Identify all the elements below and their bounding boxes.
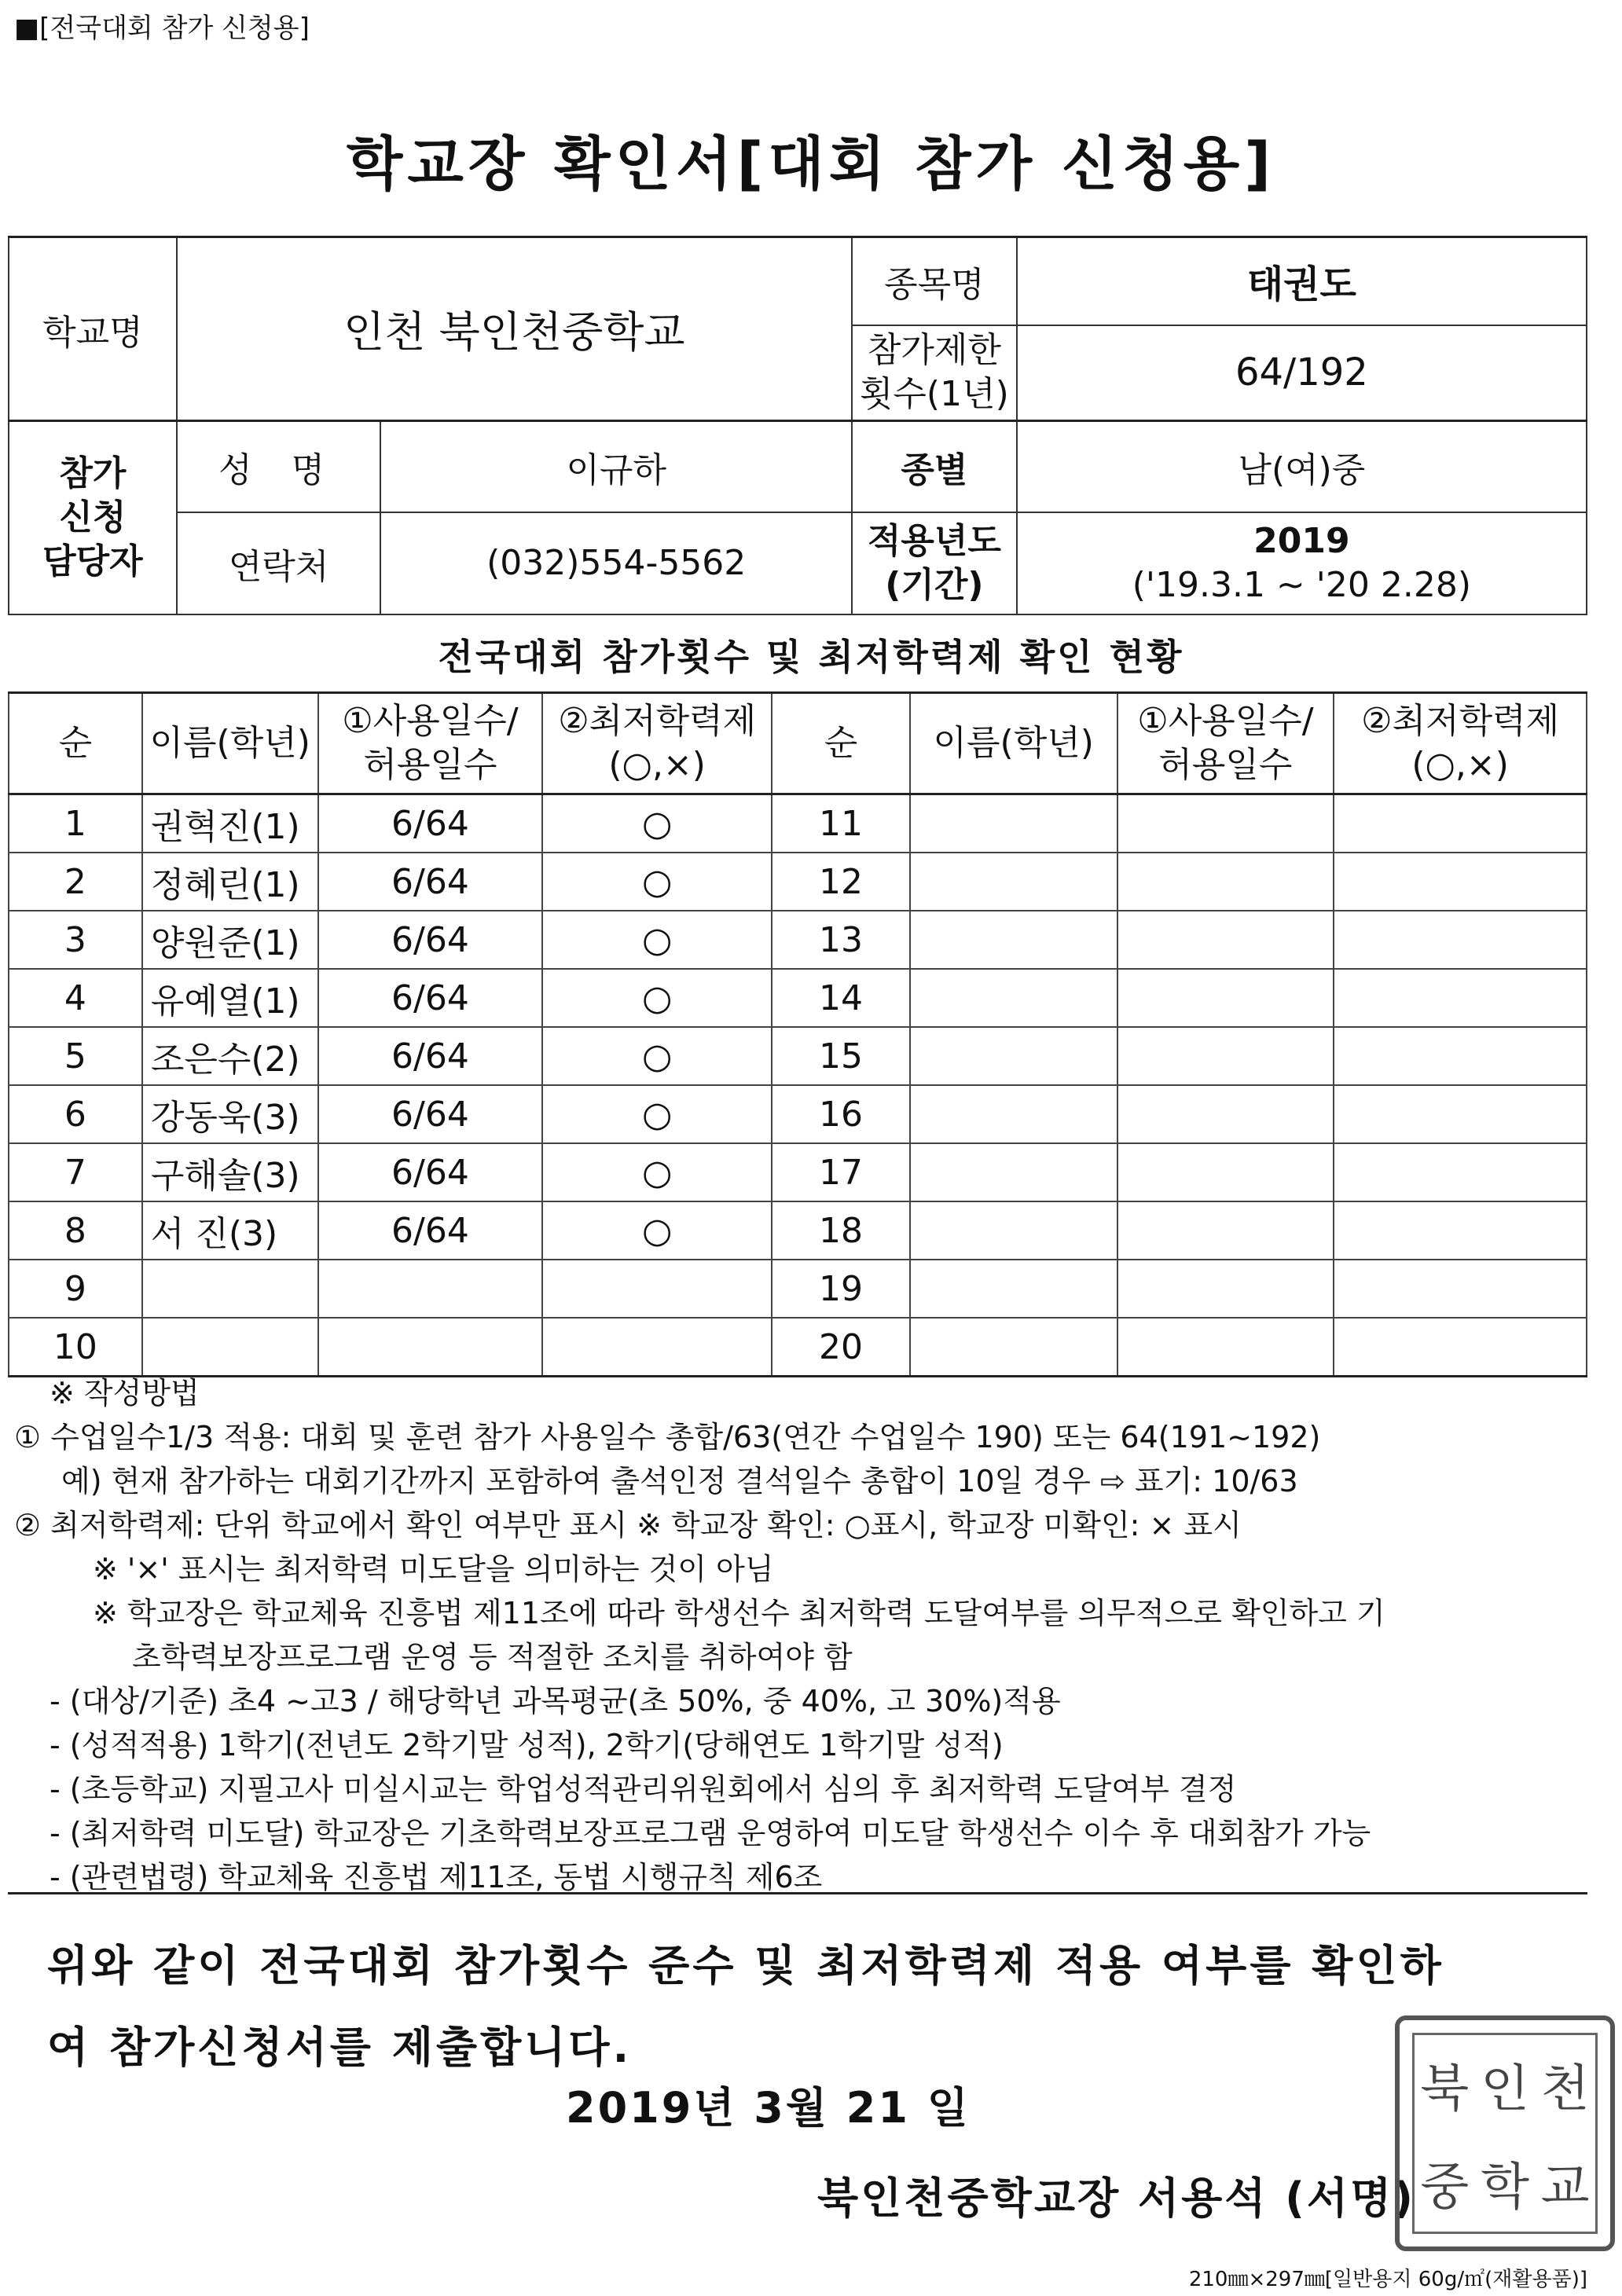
row-name <box>910 1201 1117 1260</box>
note-line: - (관련법령) 학교체육 진흥법 제11조, 동법 시행규칙 제6조 <box>50 1860 823 1894</box>
row-min <box>542 1318 772 1377</box>
form-tag: ■[전국대회 참가 신청용] <box>14 13 310 44</box>
row-no: 7 <box>9 1143 142 1201</box>
row-days <box>1117 1201 1334 1260</box>
seal-character: 중 <box>1420 2158 1470 2217</box>
row-min <box>1334 1201 1587 1260</box>
table-row <box>9 1085 1587 1143</box>
seal-character: 학 <box>1481 2158 1529 2217</box>
principal-signature: 북인천중학교장 서용석 (서명) <box>817 2173 1415 2223</box>
row-no: 12 <box>772 853 910 911</box>
event-value: 태권도 <box>1017 237 1587 325</box>
row-min <box>1334 969 1587 1027</box>
row-no: 2 <box>9 853 142 911</box>
header-days-line2: 허용일수 <box>363 745 497 785</box>
header-days-2-line2: 허용일수 <box>1158 745 1293 785</box>
row-no: 19 <box>772 1260 910 1318</box>
header-min-2-line1: ②최저학력제 <box>1361 701 1560 741</box>
limit-value: 64/192 <box>1017 325 1587 421</box>
header-min <box>542 693 772 794</box>
row-days <box>1117 1085 1334 1143</box>
table-row <box>9 794 1587 853</box>
row-days <box>1117 853 1334 911</box>
row-no: 16 <box>772 1085 910 1143</box>
row-min: ○ <box>542 1143 772 1201</box>
row-no: 10 <box>9 1318 142 1377</box>
gender-value: 남(여)중 <box>1017 421 1587 512</box>
table-row <box>9 1201 1587 1260</box>
header-min-line1: ②최저학력제 <box>558 701 757 741</box>
confirmation-statement <box>47 1925 1580 2089</box>
paper-spec-footer: 210㎜×297㎜[일반용지 60g/㎡(재활용품)] <box>1188 2268 1587 2291</box>
row-days <box>318 1260 543 1318</box>
row-min <box>1334 794 1587 853</box>
instructions <box>14 1371 1609 1899</box>
statement-line-1: 위와 같이 전국대회 참가횟수 준수 및 최저학력제 적용 여부를 확인하 <box>47 1941 1444 1990</box>
table-row <box>9 853 1587 911</box>
row-days: 6/64 <box>318 1027 543 1085</box>
seal-inner <box>1412 2033 1598 2234</box>
seal-character: 북 <box>1420 2059 1470 2118</box>
header-no: 순 <box>9 693 142 794</box>
header-min-line2: (○,×) <box>608 745 706 785</box>
row-name: 유예열(1) <box>142 969 318 1027</box>
row-no: 17 <box>772 1143 910 1201</box>
seal-character: 인 <box>1481 2059 1529 2118</box>
table-row <box>9 911 1587 969</box>
row-days: 6/64 <box>318 1143 543 1201</box>
row-min: ○ <box>542 1201 772 1260</box>
row-min <box>542 1260 772 1318</box>
table-row <box>9 1318 1587 1377</box>
note-line: - (초등학교) 지필고사 미실시교는 학업성적관리위원회에서 심의 후 최저학력 도달여부 결정 <box>50 1772 1237 1806</box>
year-cell <box>1017 512 1587 614</box>
row-min <box>1334 1085 1587 1143</box>
document-title: 학교장 확인서[대회 참가 신청용] <box>346 130 1276 198</box>
row-days <box>1117 1143 1334 1201</box>
row-name: 권혁진(1) <box>142 794 318 853</box>
row-name <box>910 794 1117 853</box>
school-label: 학교명 <box>9 237 177 421</box>
header-days-2-line1: ①사용일수/ <box>1137 701 1314 741</box>
roster-table <box>8 691 1587 1377</box>
row-min <box>1334 1143 1587 1201</box>
row-min: ○ <box>542 911 772 969</box>
row-name: 조은수(2) <box>142 1027 318 1085</box>
header-name: 이름(학년) <box>142 693 318 794</box>
note-line: ※ 학교장은 학교체육 진흥법 제11조에 따라 학생선수 최저학력 도달여부를 의무적으로 확인하고 기 <box>93 1596 1385 1630</box>
row-days <box>1117 794 1334 853</box>
row-no: 14 <box>772 969 910 1027</box>
row-min <box>1334 1027 1587 1085</box>
header-days <box>318 693 543 794</box>
row-days: 6/64 <box>318 853 543 911</box>
limit-label-line1: 참가제한 <box>867 330 1001 371</box>
row-no: 15 <box>772 1027 910 1085</box>
row-no: 6 <box>9 1085 142 1143</box>
row-name <box>910 911 1117 969</box>
note-line: - (최저학력 미도달) 학교장은 기초학력보장프로그램 운영하여 미도달 학생선수 이수 후 대회참가 가능 <box>50 1816 1371 1850</box>
divider <box>8 1892 1587 1894</box>
note-line: - (성적적용) 1학기(전년도 2학기말 성적), 2학기(당해연도 1학기말 성적) <box>50 1728 1004 1762</box>
row-no: 11 <box>772 794 910 853</box>
manager-label <box>9 421 177 614</box>
row-no: 8 <box>9 1201 142 1260</box>
row-days <box>318 1318 543 1377</box>
row-days <box>1117 911 1334 969</box>
table-row <box>9 1260 1587 1318</box>
note-line: 초학력보장프로그램 운영 등 적절한 조치를 취하여야 함 <box>132 1640 853 1674</box>
info-table <box>8 236 1587 615</box>
row-name <box>910 853 1117 911</box>
table-row <box>9 1143 1587 1201</box>
header-days-line1: ①사용일수/ <box>342 701 519 741</box>
note-line: 예) 현재 참가하는 대회기간까지 포함하여 출석인정 결석일수 총합이 10일 경우 ⇨ 표기: 10/63 <box>61 1464 1298 1498</box>
row-name: 강동욱(3) <box>142 1085 318 1143</box>
seal-character: 천 <box>1540 2059 1590 2118</box>
year-label-line1: 적용년도 <box>867 520 1001 561</box>
row-name: 정혜린(1) <box>142 853 318 911</box>
name-label: 성 명 <box>177 421 381 512</box>
header-no-2: 순 <box>772 693 910 794</box>
note-line: ※ '×' 표시는 최저학력 미도달을 의미하는 것이 아님 <box>93 1552 774 1586</box>
header-min-2 <box>1334 693 1587 794</box>
row-days <box>1117 1318 1334 1377</box>
row-days <box>1117 1260 1334 1318</box>
row-no: 5 <box>9 1027 142 1085</box>
row-no: 13 <box>772 911 910 969</box>
row-min <box>1334 1318 1587 1377</box>
row-min <box>1334 853 1587 911</box>
row-min: ○ <box>542 1085 772 1143</box>
note-line: - (대상/기준) 초4 ~고3 / 해당학년 과목평균(초 50%, 중 40%, 고 30%)적용 <box>50 1684 1061 1718</box>
gender-label: 종별 <box>852 421 1017 512</box>
manager-label-line2: 신청 <box>59 497 127 537</box>
row-name <box>910 969 1117 1027</box>
manager-label-line3: 담당자 <box>42 541 143 581</box>
row-name <box>910 1027 1117 1085</box>
row-name <box>910 1085 1117 1143</box>
row-days: 6/64 <box>318 794 543 853</box>
contact-value: (032)554-5562 <box>380 512 851 614</box>
table-row <box>9 1027 1587 1085</box>
row-days: 6/64 <box>318 969 543 1027</box>
limit-label <box>852 325 1017 421</box>
row-days: 6/64 <box>318 1201 543 1260</box>
row-name <box>142 1260 318 1318</box>
row-name <box>910 1318 1117 1377</box>
row-no: 1 <box>9 794 142 853</box>
year-label <box>852 512 1017 614</box>
event-label: 종목명 <box>852 237 1017 325</box>
row-min: ○ <box>542 853 772 911</box>
contact-label: 연락처 <box>177 512 381 614</box>
row-no: 18 <box>772 1201 910 1260</box>
row-name: 서 진(3) <box>142 1201 318 1260</box>
school-seal-stamp <box>1395 2015 1615 2251</box>
year-value: 2019 <box>1253 520 1350 561</box>
header-days-2 <box>1117 693 1334 794</box>
row-no: 9 <box>9 1260 142 1318</box>
school-name: 인천 북인천중학교 <box>177 237 852 421</box>
manager-label-line1: 참가 <box>59 453 127 493</box>
row-days: 6/64 <box>318 1085 543 1143</box>
row-min <box>1334 1260 1587 1318</box>
row-no: 20 <box>772 1318 910 1377</box>
name-value: 이규하 <box>380 421 851 512</box>
signature-date: 2019년 3월 21 일 <box>566 2083 971 2133</box>
row-days: 6/64 <box>318 911 543 969</box>
period-value: ('19.3.1 ~ '20 2.28) <box>1132 564 1471 605</box>
row-min: ○ <box>542 969 772 1027</box>
row-min: ○ <box>542 1027 772 1085</box>
row-name: 양원준(1) <box>142 911 318 969</box>
row-min <box>1334 911 1587 969</box>
statement-line-2: 여 참가신청서를 제출합니다. <box>47 2023 633 2072</box>
note-line: ② 최저학력제: 단위 학교에서 확인 여부만 표시 ※ 학교장 확인: ○표시, 학교장 미확인: × 표시 <box>14 1508 1242 1542</box>
section-title: 전국대회 참가횟수 및 최저학력제 확인 현황 <box>438 636 1184 678</box>
row-no: 3 <box>9 911 142 969</box>
row-name: 구해솔(3) <box>142 1143 318 1201</box>
row-name <box>910 1143 1117 1201</box>
note-line: ① 수업일수1/3 적용: 대회 및 훈련 참가 사용일수 총합/63(연간 수업일수 190) 또는 64(191~192) <box>14 1420 1321 1454</box>
row-days <box>1117 969 1334 1027</box>
instructions-heading: ※ 작성방법 <box>50 1376 200 1410</box>
seal-character: 교 <box>1540 2158 1590 2217</box>
header-min-2-line2: (○,×) <box>1411 745 1509 785</box>
table-row <box>9 969 1587 1027</box>
header-name-2: 이름(학년) <box>910 693 1117 794</box>
row-days <box>1117 1027 1334 1085</box>
row-name <box>910 1260 1117 1318</box>
year-label-line2: (기간) <box>885 564 984 605</box>
limit-label-line2: 횟수(1년) <box>859 374 1009 415</box>
row-no: 4 <box>9 969 142 1027</box>
row-name <box>142 1318 318 1377</box>
row-min: ○ <box>542 794 772 853</box>
